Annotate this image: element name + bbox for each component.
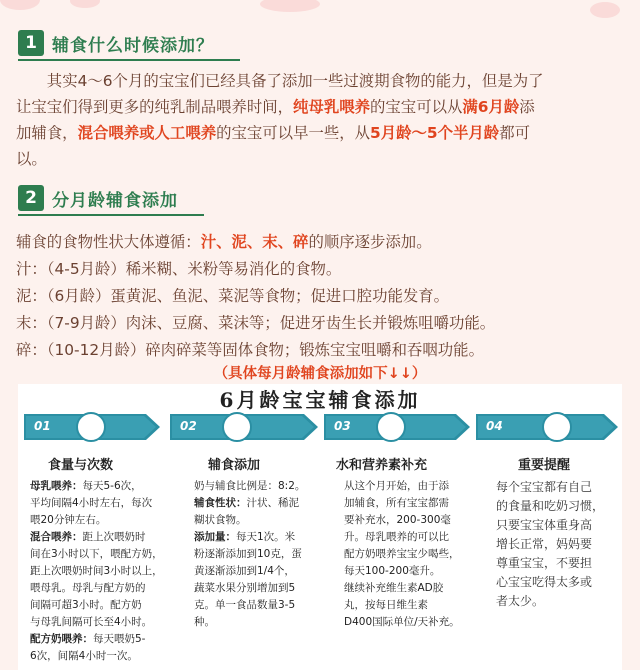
column-heading: 食量与次数 [48, 458, 114, 473]
infographic-panel [18, 384, 622, 670]
section-1-paragraph [16, 68, 624, 172]
growth-chart-icon [542, 412, 572, 442]
texture-intro: 辅食的食物性状大体遵循：汁、泥、末、碎的顺序逐步添加。 [16, 233, 432, 251]
paragraph-line: 其实4～6个月的宝宝们已经具备了添加一些过渡期食物的能力，但是为了 [46, 72, 544, 90]
stage-crumb: 碎：（10-12月龄）碎肉碎菜等固体食物；锻炼宝宝咀嚼和吞咽功能。 [16, 341, 484, 359]
column-heading: 水和营养素补充 [336, 458, 428, 473]
section-underline [18, 59, 240, 61]
step-arrow-2: 02 [170, 412, 320, 442]
paragraph-line: 以。 [16, 150, 47, 168]
paragraph-line: 让宝宝们得到更多的纯乳制品喂养时间，纯母乳喂养的宝宝可以从满6月龄添 [16, 98, 535, 116]
infographic-title: 6月龄宝宝辅食添加 [219, 388, 421, 412]
column-complementary-food: 奶与辅食比例是：8:2。 辅食性状：汁状、稀泥 糊状食物。 添加量：每天1次。米 粉逐渐添加到10克，蛋 黄逐渐添加到1/4个， 蔬菜水果分别增加到5 克。单一食品数量3-5 种。 [194, 480, 306, 628]
column-feeding-amount: 母乳喂养：每天5-6次， 平均间隔4小时左右，每次 喂20分钟左右。 混合喂养：距上次喂奶时 间在3小时以下，喂配方奶， 距上次喂奶时间3小时以上， 喂母乳。母乳与配方奶的 间隔可超3小时。配方奶 与母乳间隔可长至4小时。 配方奶喂养：每天喂奶5- 6次，间隔4小时一次。 [30, 480, 163, 662]
section-number-badge: 2 [18, 185, 44, 211]
section-number-badge: 1 [18, 30, 44, 56]
step-arrow-1: 01 [24, 412, 162, 442]
decorative-petal [590, 2, 620, 18]
decorative-petal [70, 0, 100, 8]
nutrition-icon [376, 412, 406, 442]
section-title: 辅食什么时候添加？ [52, 35, 214, 56]
column-important-reminder: 每个宝宝都有自己 的食量和吃奶习惯， 只要宝宝体重身高 增长正常，妈妈要 尊重宝宝，不要担 心宝宝吃得太多或 者太少。 [496, 480, 605, 608]
doctor-icon [222, 412, 252, 442]
stage-juice: 汁：（4-5月龄）稀米糊、米粉等易消化的食物。 [16, 260, 342, 278]
step-arrow-4: 04 [476, 412, 620, 442]
column-water-nutrients: 从这个月开始，由于添 加辅食，所有宝宝都需 要补充水，200-300毫 升。母乳喂养的可以比 配方奶喂养宝宝少喝些， 每天100-200毫升。 继续补充维生素AD胶 丸，按每日维生素 D400国际单位/天补充。 [344, 480, 460, 628]
stage-mince: 末：（7-9月龄）肉沫、豆腐、菜沫等；促进牙齿生长并锻炼咀嚼功能。 [16, 314, 496, 332]
step-arrow-3: 03 [324, 412, 472, 442]
column-heading: 辅食添加 [208, 458, 261, 473]
paragraph-line: 加辅食，混合喂养或人工喂养的宝宝可以早一些，从5月龄～5个半月龄都可 [16, 124, 530, 142]
stage-puree: 泥：（6月龄）蛋黄泥、鱼泥、菜泥等食物；促进口腔功能发育。 [16, 287, 450, 305]
person-icon [76, 412, 106, 442]
section-1-header [18, 30, 214, 56]
column-heading: 重要提醒 [518, 458, 571, 473]
section-title: 分月龄辅食添加 [52, 190, 178, 211]
decorative-petal [0, 0, 40, 10]
decorative-petal [260, 0, 320, 12]
section-underline [18, 214, 204, 216]
details-note: （具体每月龄辅食添加如下↓↓） [213, 366, 427, 382]
section-2-header [18, 185, 178, 211]
